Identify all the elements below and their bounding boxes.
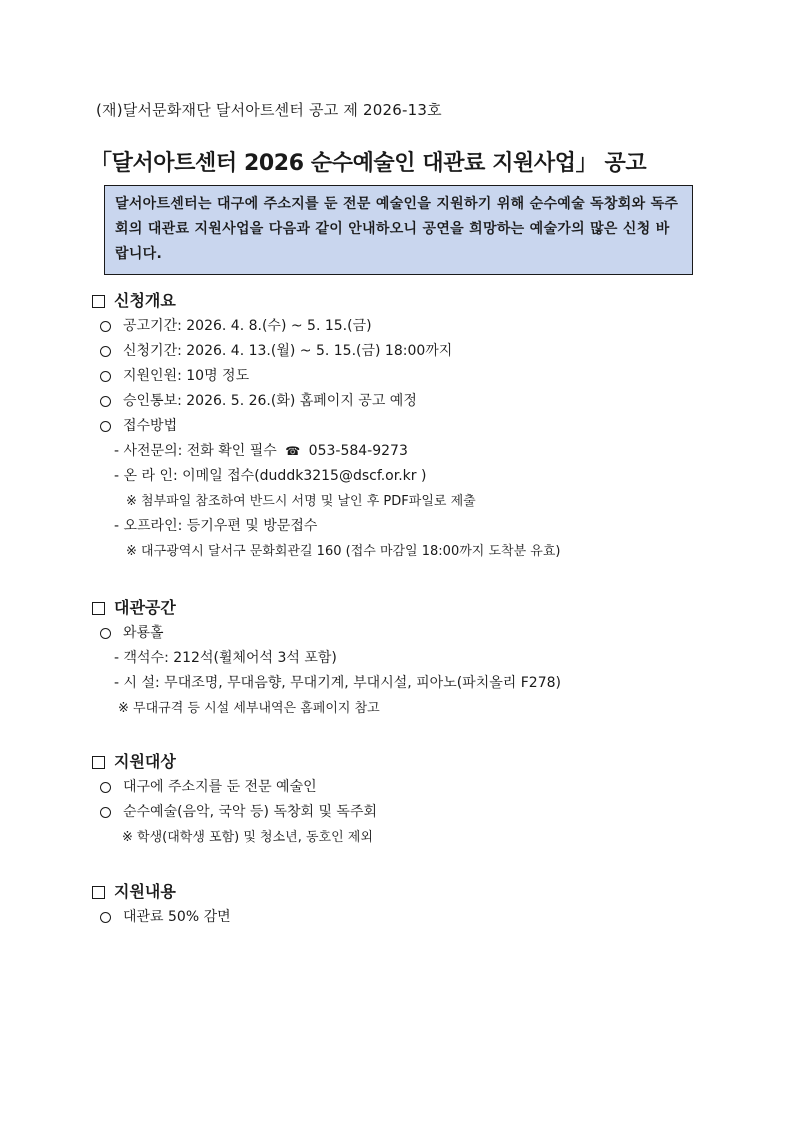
item-text: 순수예술(음악, 국악 등) 독창회 및 독주회: [123, 804, 378, 820]
online-submission-line: - 온 라 인: 이메일 접수(duddk3215@dscf.or.kr ): [114, 468, 427, 484]
phone-number: 053-584-9273: [308, 443, 408, 459]
circle-bullet-icon: [100, 807, 111, 818]
circle-bullet-icon: [100, 346, 111, 357]
list-item-eligibility-residence: [92, 775, 732, 800]
prior-inquiry-label: - 사전문의: 전화 확인 필수: [114, 443, 277, 459]
prior-inquiry-line: [92, 439, 732, 464]
telephone-icon: ☎: [285, 444, 301, 458]
circle-bullet-icon: [100, 321, 111, 332]
item-text: 접수방법: [123, 418, 178, 434]
facilities-note: ※ 무대규격 등 시설 세부내역은 홈페이지 참고: [118, 701, 380, 716]
circle-bullet-icon: [100, 371, 111, 382]
square-bullet-icon: [92, 756, 105, 769]
circle-bullet-icon: [100, 912, 111, 923]
facilities-line: - 시 설: 무대조명, 무대음향, 무대기계, 부대시설, 피아노(파치올리 F278): [114, 675, 561, 691]
item-text: 승인통보: 2026. 5. 26.(화) 홈페이지 공고 예정: [123, 393, 417, 409]
square-bullet-icon: [92, 602, 105, 615]
item-text: 지원인원: 10명 정도: [123, 368, 250, 384]
square-bullet-icon: [92, 295, 105, 308]
circle-bullet-icon: [100, 396, 111, 407]
section-rental-space: [92, 595, 732, 721]
section-heading-text: 지원내용: [114, 882, 176, 901]
notice-number: (재)달서문화재단 달서아트센터 공고 제 2026-13호: [96, 101, 442, 119]
item-text: 대관료 50% 감면: [123, 909, 231, 925]
section-heading: [92, 595, 732, 621]
list-item-eligibility-genre: [92, 800, 732, 825]
item-text: 와룡홀: [123, 625, 164, 641]
list-item-approval-notice: [92, 389, 732, 414]
item-text: 공고기간: 2026. 4. 8.(수) ~ 5. 15.(금): [123, 318, 372, 334]
list-item-support-count: [92, 364, 732, 389]
list-item-discount: [92, 905, 732, 930]
section-heading: [92, 288, 732, 314]
section-heading-text: 신청개요: [114, 291, 176, 310]
circle-bullet-icon: [100, 782, 111, 793]
offline-note: ※ 대구광역시 달서구 문화회관길 160 (접수 마감일 18:00까지 도착분 유효): [126, 544, 561, 559]
list-item-submission-method: [92, 414, 732, 439]
list-item-application-period: [92, 339, 732, 364]
seats-line: - 객석수: 212석(휠체어석 3석 포함): [114, 650, 337, 666]
intro-text: 달서아트센터는 대구에 주소지를 둔 전문 예술인을 지원하기 위해 순수예술 독창회와 독주회의 대관료 지원사업을 다음과 같이 안내하오니 공연을 희망하는 예술가의 많은 신청 바랍니다.: [115, 196, 679, 262]
offline-submission-line: - 오프라인: 등기우편 및 방문접수: [114, 518, 318, 534]
section-application-overview: [92, 288, 732, 564]
page-title: 「달서아트센터 2026 순수예술인 대관료 지원사업」 공고: [90, 151, 647, 176]
eligibility-note: ※ 학생(대학생 포함) 및 청소년, 동호인 제외: [122, 830, 373, 845]
section-heading: [92, 749, 732, 775]
item-text: 신청기간: 2026. 4. 13.(월) ~ 5. 15.(금) 18:00까지: [123, 343, 453, 359]
item-text: 대구에 주소지를 둔 전문 예술인: [123, 779, 317, 795]
list-item-notice-period: [92, 314, 732, 339]
online-note: ※ 첨부파일 참조하여 반드시 서명 및 날인 후 PDF파일로 제출: [126, 494, 476, 509]
section-heading-text: 지원대상: [114, 752, 176, 771]
section-heading: [92, 879, 732, 905]
section-heading-text: 대관공간: [114, 598, 176, 617]
list-item-hall: [92, 621, 732, 646]
section-support-content: [92, 879, 732, 930]
circle-bullet-icon: [100, 628, 111, 639]
intro-box: [104, 185, 693, 275]
section-eligibility: [92, 749, 732, 850]
circle-bullet-icon: [100, 421, 111, 432]
square-bullet-icon: [92, 886, 105, 899]
